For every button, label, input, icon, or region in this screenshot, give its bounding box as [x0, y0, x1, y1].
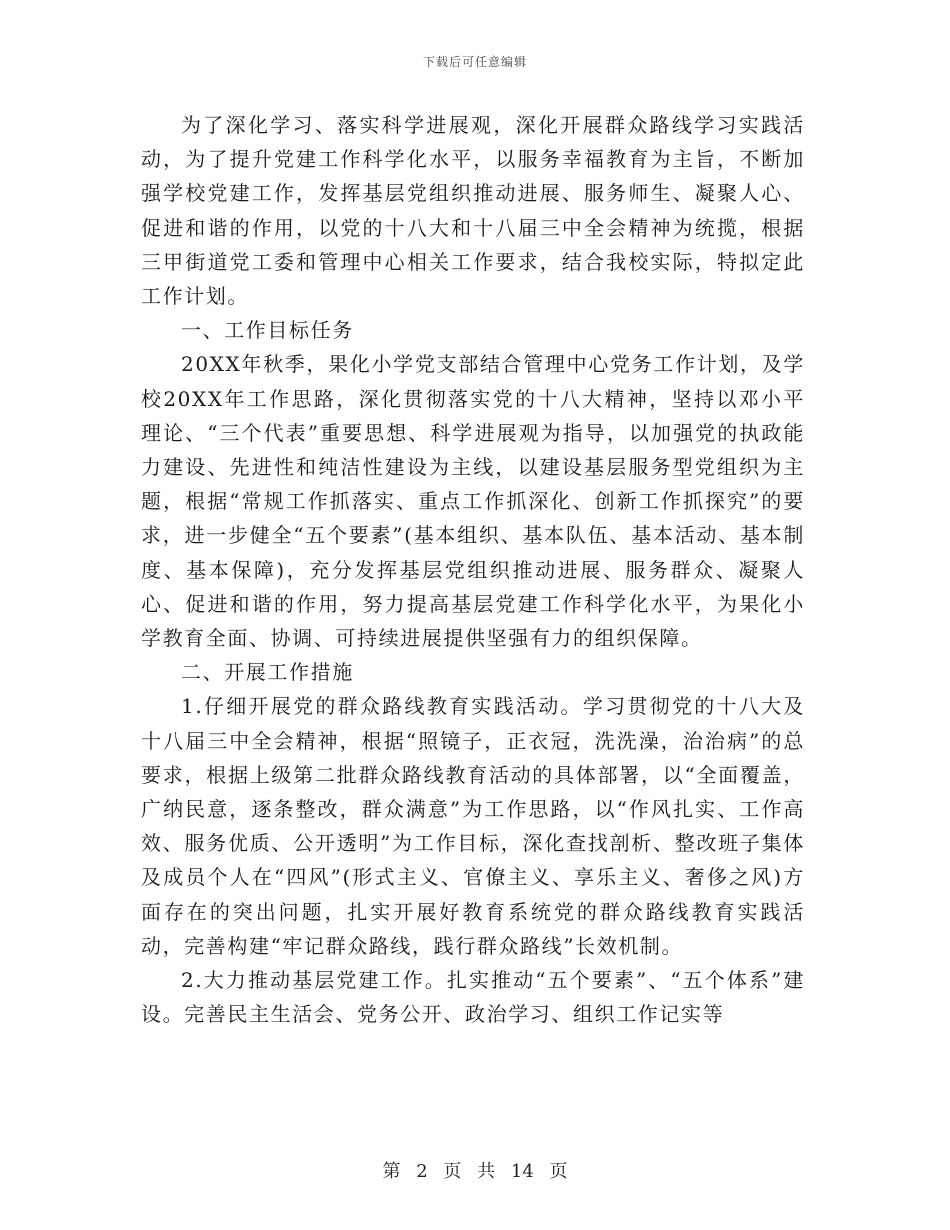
page-number-footer: [0, 1157, 950, 1183]
page-label-total-prefix: 共: [477, 1161, 496, 1182]
section-heading-measures: 二、开展工作措施: [181, 660, 354, 685]
measure-2-paragraph: 2.大力推动基层党建工作。扎实推动“五个要素”、“五个体系”建设。完善民主生活会、党务公开、政治学习、组织工作记实等: [141, 968, 805, 1027]
page-label-mid: 页: [443, 1161, 462, 1182]
page-current: 2: [416, 1161, 428, 1182]
page-label-prefix: 第: [382, 1161, 401, 1182]
section-heading-goals: 一、工作目标任务: [181, 318, 354, 343]
intro-paragraph: 为了深化学习、落实科学进展观，深化开展群众路线学习实践活动，为了提升党建工作科学化水平，以服务幸福教育为主旨，不断加强学校党建工作，发挥基层党组织推动进展、服务师生、凝聚人心、促进和谐的作用，以党的十八大和十八届三中全会精神为统揽，根据三甲街道党工委和管理中心相关工作要求，结合我校实际，特拟定此工作计划。: [141, 113, 805, 309]
measure-1-paragraph: 1.仔细开展党的群众路线教育实践活动。学习贯彻党的十八大及十八届三中全会精神，根据“照镜子，正衣冠，洗洗澡，治治病”的总要求，根据上级第二批群众路线教育活动的具体部署，以“全面覆盖，广纳民意，逐条整改，群众满意”为工作思路，以“作风扎实、工作高效、服务优质、公开透明”为工作目标，深化查找剖析、整改班子集体及成员个人在“四风”(形式主义、官僚主义、享乐主义、奢侈之风)方面存在的突出问题，扎实开展好教育系统党的群众路线教育实践活动，完善构建“牢记群众路线，践行群众路线”长效机制。: [141, 694, 805, 958]
header-note: 下载后可任意编辑: [422, 55, 527, 69]
page-total: 14: [510, 1161, 534, 1182]
goals-paragraph: 20XX年秋季，果化小学党支部结合管理中心党务工作计划，及学校20XX年工作思路，深化贯彻落实党的十八大精神，坚持以邓小平理论、“三个代表”重要思想、科学进展观为指导，以加强党的执政能力建设、先进性和纯洁性建设为主线，以建设基层服务型党组织为主题，根据“常规工作抓落实、重点工作抓深化、创新工作抓探究”的要求，进一步健全“五个要素”(基本组织、基本队伍、基本活动、基本制度、基本保障)，充分发挥基层党组织推动进展、服务群众、凝聚人心、促进和谐的作用，努力提高基层党建工作科学化水平，为果化小学教育全面、协调、可持续进展提供坚强有力的组织保障。: [141, 352, 805, 651]
page-label-suffix: 页: [549, 1161, 568, 1182]
document-body: [141, 108, 805, 1031]
